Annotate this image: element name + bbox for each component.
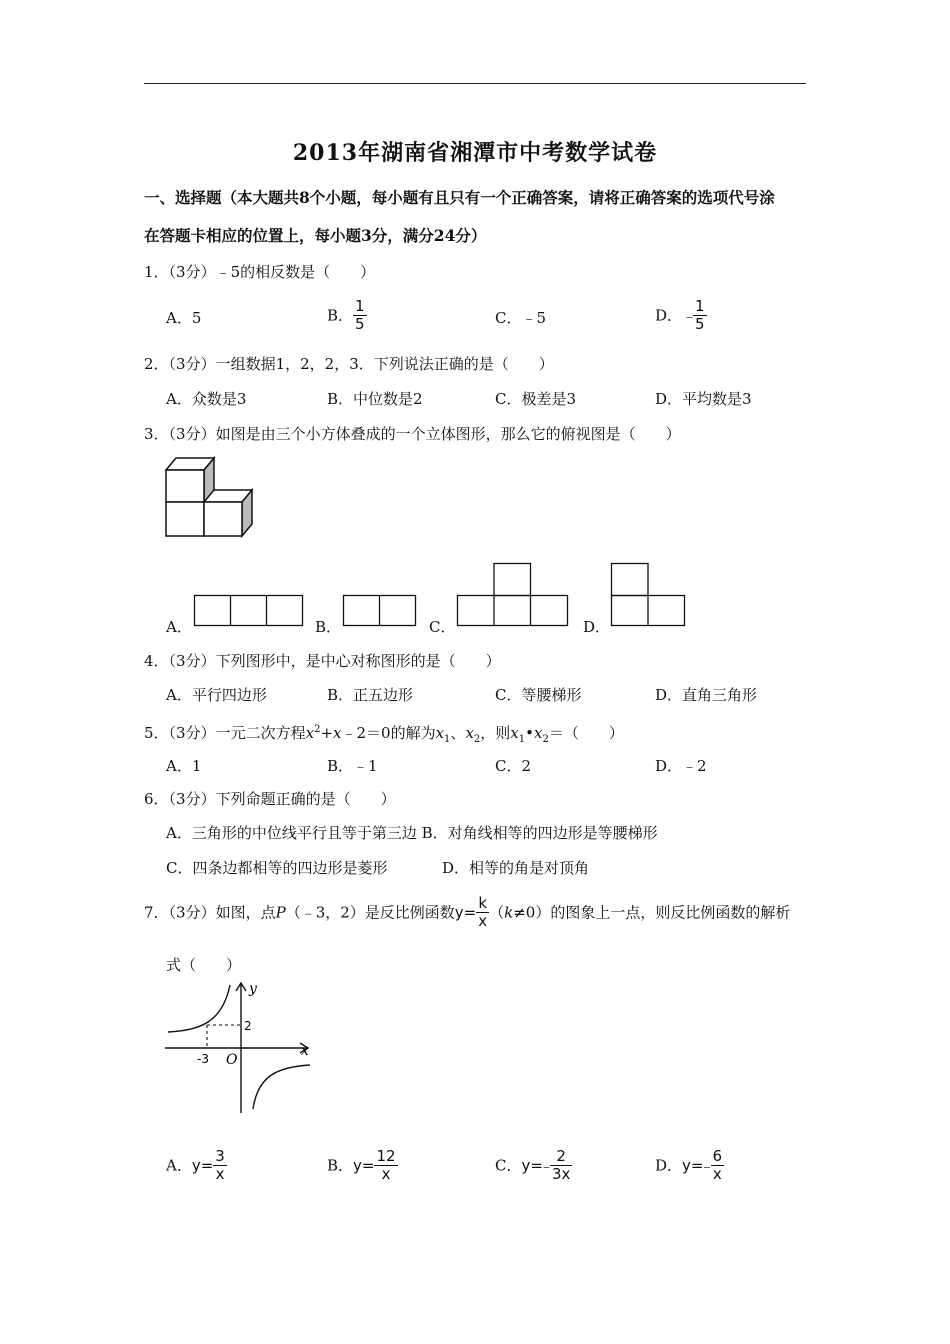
var-x: x: [333, 724, 342, 742]
q5-option-b: B．﹣1: [327, 757, 378, 775]
top-rule: [144, 83, 806, 84]
q2-option-d: D．平均数是3: [655, 390, 752, 408]
section-heading-line2: 在答题卡相应的位置上，每小题3分，满分24分）: [144, 226, 487, 245]
q3-cube-figure: [160, 450, 260, 545]
fraction-denominator: 5: [355, 315, 365, 333]
q7-option-d: [655, 1148, 724, 1183]
q7-text: （: [489, 903, 505, 922]
q6-option-d: D．相等的角是对顶角: [442, 859, 590, 877]
q3-option-c-label: C．: [429, 618, 456, 636]
graph-label-two: 2: [244, 1019, 252, 1033]
q1-option-b-fraction: [353, 298, 367, 333]
var-k: k: [504, 903, 514, 922]
fraction-numerator: k: [476, 895, 489, 913]
q3-option-a-label: A．: [166, 618, 192, 636]
q5-option-c: C．2: [495, 757, 532, 775]
q1-option-c: C．﹣5: [495, 309, 547, 327]
q7-text: 7．（3分）如图，点: [144, 903, 276, 922]
q7-option-a-label: A．: [166, 1156, 192, 1175]
q7-option-d-label: D．: [655, 1156, 683, 1175]
q1-option-b-label: B．: [327, 306, 354, 325]
q7-option-d-sign: ﹣: [699, 1156, 715, 1175]
q4-stem: 4．（3分）下列图形中，是中心对称图形的是（ ）: [144, 652, 501, 670]
q1-stem: 1．（3分）﹣5的相反数是（ ）: [144, 263, 376, 281]
q7-option-b-fraction: [374, 1148, 397, 1183]
q7-option-c-fraction: [550, 1148, 572, 1183]
q1-option-d: [655, 298, 707, 333]
q4-option-a: A．平行四边形: [166, 686, 267, 704]
q7-option-a-y: y=: [191, 1156, 214, 1175]
var-x: x: [305, 724, 315, 742]
q5-option-a: A．1: [166, 757, 202, 775]
q5-text: ＝（ ）: [548, 724, 624, 742]
q7-option-a: [166, 1148, 227, 1183]
q5-stem: [144, 720, 624, 750]
var-x: x: [510, 724, 519, 742]
q4-option-d: D．直角三角形: [655, 686, 758, 704]
q3-option-a-figure: [194, 595, 304, 627]
q2-stem: 2．（3分）一组数据1，2，2，3．下列说法正确的是（ ）: [144, 355, 554, 373]
page-title: 2013年湖南省湘潭市中考数学试卷: [292, 140, 658, 166]
var-x: x: [435, 724, 445, 742]
q7-option-c-label: C．: [495, 1156, 522, 1175]
q7-option-c-sign: ﹣: [538, 1156, 554, 1175]
fraction-denominator: x: [712, 1165, 722, 1183]
q7-y-eq: y=: [454, 903, 477, 922]
q5-option-d: D．﹣2: [655, 757, 707, 775]
q3-option-d-label: D．: [583, 618, 611, 636]
var-p: P: [275, 903, 286, 922]
q7-stem: [144, 895, 790, 930]
subscript: 2: [542, 734, 549, 745]
q2-option-a: A．众数是3: [166, 390, 247, 408]
fraction-numerator: 12: [376, 1147, 396, 1165]
q7-stem-line2: 式（ ）: [166, 956, 242, 974]
q7-text: （﹣3，2）是反比例函数: [285, 903, 455, 922]
fraction-numerator: 1: [695, 297, 705, 315]
q3-stem: 3．（3分）如图是由三个小方体叠成的一个立体图形，那么它的俯视图是（ ）: [144, 425, 681, 443]
q7-option-d-fraction: [711, 1148, 725, 1183]
graph-label-neg3: -3: [197, 1052, 209, 1066]
graph-label-origin: O: [226, 1052, 238, 1068]
graph-label-x: x: [301, 1043, 309, 1059]
q4-option-b: B．正五边形: [327, 686, 414, 704]
q6-option-ab: A．三角形的中位线平行且等于第三边 B．对角线相等的四边形是等腰梯形: [166, 824, 658, 842]
q3-option-b-label: B．: [315, 618, 342, 636]
q1-option-d-sign: ﹣: [682, 306, 698, 325]
fraction-denominator: x: [215, 1165, 225, 1183]
q7-hyperbola-graph: [160, 975, 320, 1120]
q5-text: 、: [450, 724, 466, 742]
q3-option-c-figure: [457, 563, 569, 627]
q1-option-d-fraction: [693, 298, 707, 333]
q1-option-a: A．5: [166, 309, 202, 327]
q6-stem: 6．（3分）下列命题正确的是（ ）: [144, 790, 396, 808]
fraction-numerator: 6: [712, 1147, 723, 1165]
q1-option-b: [327, 298, 367, 333]
graph-label-y: y: [249, 981, 257, 997]
var-x: x: [534, 724, 543, 742]
q7-option-c: [495, 1148, 572, 1183]
q2-option-b: B．中位数是2: [327, 390, 423, 408]
q3-option-d-figure: [611, 563, 687, 627]
var-x: x: [465, 724, 474, 742]
fraction-numerator: 3: [215, 1147, 225, 1165]
q6-option-c: C．四条边都相等的四边形是菱形: [166, 859, 388, 877]
subscript: 1: [444, 734, 451, 745]
fraction-numerator: 1: [355, 297, 365, 315]
q3-option-b-figure: [343, 595, 418, 627]
subscript: 1: [518, 734, 526, 745]
q7-option-b: [327, 1148, 398, 1183]
q5-text: +: [320, 724, 334, 742]
subscript: 2: [473, 734, 481, 745]
fraction-numerator: 2: [550, 1148, 572, 1166]
q7-option-c-y: y=: [521, 1156, 543, 1175]
q2-option-c: C．极差是3: [495, 390, 577, 408]
fraction-denominator: x: [381, 1165, 391, 1183]
q7-option-d-y: y=: [682, 1156, 704, 1175]
q5-text: •: [525, 724, 534, 742]
q5-text: ，则: [480, 724, 511, 742]
q7-text: ≠0）的图象上一点，则反比例函数的解析: [513, 903, 791, 922]
q7-function-fraction: [476, 895, 489, 930]
fraction-denominator: 3x: [551, 1165, 571, 1183]
q4-option-c: C．等腰梯形: [495, 686, 582, 704]
section-heading-line1: 一、选择题（本大题共8个小题，每小题有且只有一个正确答案，请将正确答案的选项代号涂: [144, 188, 775, 207]
q1-option-d-label: D．: [655, 306, 683, 325]
fraction-denominator: 5: [695, 315, 705, 333]
q7-option-a-fraction: [213, 1148, 227, 1183]
q7-option-b-y: y=: [353, 1156, 375, 1175]
q5-text: ﹣2＝0的解为: [341, 724, 436, 742]
q5-text: 5．（3分）一元二次方程: [144, 724, 306, 742]
q7-option-b-label: B．: [327, 1156, 354, 1175]
fraction-denominator: x: [478, 912, 488, 930]
superscript: 2: [314, 724, 321, 735]
